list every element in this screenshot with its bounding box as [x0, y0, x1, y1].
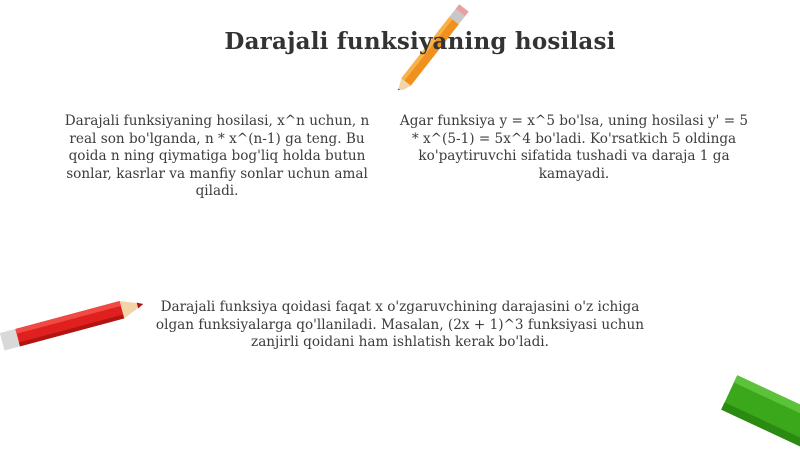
paragraph-left: Darajali funksiyaning hosilasi, x^n uchun, n real son bo'lganda, n * x^(n-1) ga teng. Bu qoida n ning qiymatiga bog'liq holda butun sonlar, kasrlar va manfiy sonlar uchun amal qiladi.: [64, 113, 370, 199]
paragraph-bottom: Darajali funksiya qoidasi faqat x o'zgaruvchining darajasini o'z ichiga olgan funksiyalarga qo'llaniladi. Masalan, (2x + 1)^3 funksiyasi uchun zanjirli qoidani ham ishlatish kerak bo'ladi.: [155, 299, 645, 350]
slide-title: Darajali funksiyaning hosilasi: [224, 28, 616, 55]
paragraph-right: Agar funksiya y = x^5 bo'lsa, uning hosilasi y' = 5 * x^(5-1) = 5x^4 bo'ladi. Ko'rsatkich 5 oldinga ko'paytiruvchi sifatida tushadi va daraja 1 ga kamayadi.: [399, 113, 749, 182]
green-marker-icon: [712, 364, 800, 449]
red-pencil-icon: [0, 288, 160, 358]
